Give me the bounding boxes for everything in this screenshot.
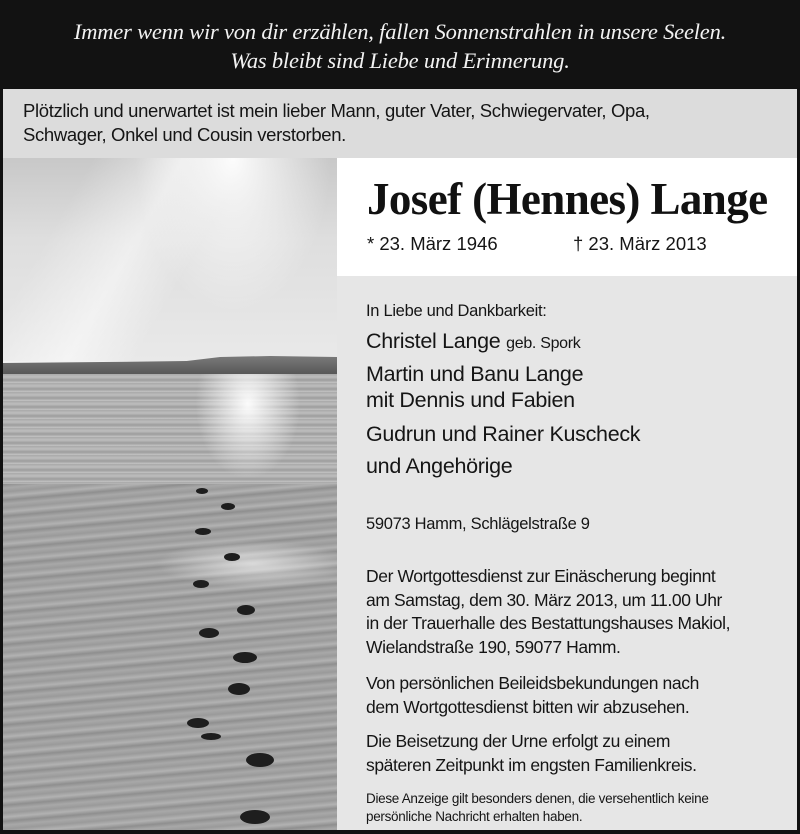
mourners-heading: In Liebe und Dankbarkeit: — [366, 302, 547, 320]
beach-footprints-photo — [3, 158, 337, 830]
mourners-list — [366, 326, 640, 481]
photo-sky — [3, 158, 337, 361]
note-line: Diese Anzeige gilt besonders denen, die versehentlich keine — [366, 791, 709, 806]
footprint-icon — [196, 488, 208, 494]
notice-body — [337, 276, 797, 830]
service-line: Wielandstraße 190, 59077 Hamm. — [366, 636, 621, 657]
mourner-name: Christel Lange — [366, 329, 501, 353]
mourner-line: Gudrun und Rainer Kuscheck — [366, 422, 641, 446]
birth-date: * 23. März 1946 — [367, 233, 498, 254]
burial-info — [366, 730, 697, 777]
closing-note — [366, 790, 709, 826]
mourner-line: Martin und Banu Lange — [366, 362, 584, 386]
quote-header — [0, 0, 800, 88]
photo-sand — [3, 484, 337, 830]
footprint-icon — [201, 733, 221, 740]
footprint-icon — [228, 683, 250, 695]
footprint-icon — [240, 810, 270, 824]
mourner-line: mit Dennis und Fabien — [366, 388, 575, 412]
condolence-request — [366, 672, 699, 719]
footprint-icon — [237, 605, 255, 615]
footprint-icon — [233, 652, 257, 663]
footprint-icon — [246, 753, 274, 767]
maiden-name: geb. Spork — [506, 335, 581, 352]
service-line: in der Trauerhalle des Bestattungshauses Makiol, — [366, 613, 731, 633]
burial-line: späteren Zeitpunkt im engsten Familienkreis. — [366, 754, 697, 775]
footprint-icon — [224, 553, 240, 561]
footprint-icon — [195, 528, 211, 535]
intro-announcement — [3, 89, 797, 158]
intro-line-2: Schwager, Onkel und Cousin verstorben. — [23, 124, 346, 145]
photo-water — [3, 374, 337, 484]
footprint-icon — [199, 628, 219, 638]
service-line: am Samstag, dem 30. März 2013, um 11.00 Uhr — [366, 589, 722, 610]
family-address: 59073 Hamm, Schlägelstraße 9 — [366, 515, 590, 533]
quote-line-1: Immer wenn wir von dir erzählen, fallen Sonnenstrahlen in unsere Seelen. — [73, 19, 727, 44]
footprint-icon — [193, 580, 209, 588]
condolence-line: Von persönlichen Beileidsbekundungen nach — [366, 673, 699, 693]
condolence-line: dem Wortgottesdienst bitten wir abzusehen. — [366, 696, 690, 717]
intro-line-1: Plötzlich und unerwartet ist mein lieber Mann, guter Vater, Schwiegervater, Opa, — [23, 100, 650, 121]
footprint-icon — [187, 718, 209, 728]
deceased-name: Josef (Hennes) Lange — [367, 174, 768, 224]
mourner-line: und Angehörige — [366, 454, 513, 478]
quote-line-2: Was bleibt sind Liebe und Erinnerung. — [230, 48, 570, 73]
mourner-line — [366, 326, 640, 359]
deceased-name-box — [337, 158, 797, 276]
burial-line: Die Beisetzung der Urne erfolgt zu einem — [366, 731, 671, 751]
note-line: persönliche Nachricht erhalten haben. — [366, 809, 583, 824]
service-info — [366, 565, 730, 659]
service-line: Der Wortgottesdienst zur Einäscherung beginnt — [366, 566, 716, 586]
footprint-icon — [221, 503, 235, 510]
death-date: † 23. März 2013 — [573, 233, 707, 254]
